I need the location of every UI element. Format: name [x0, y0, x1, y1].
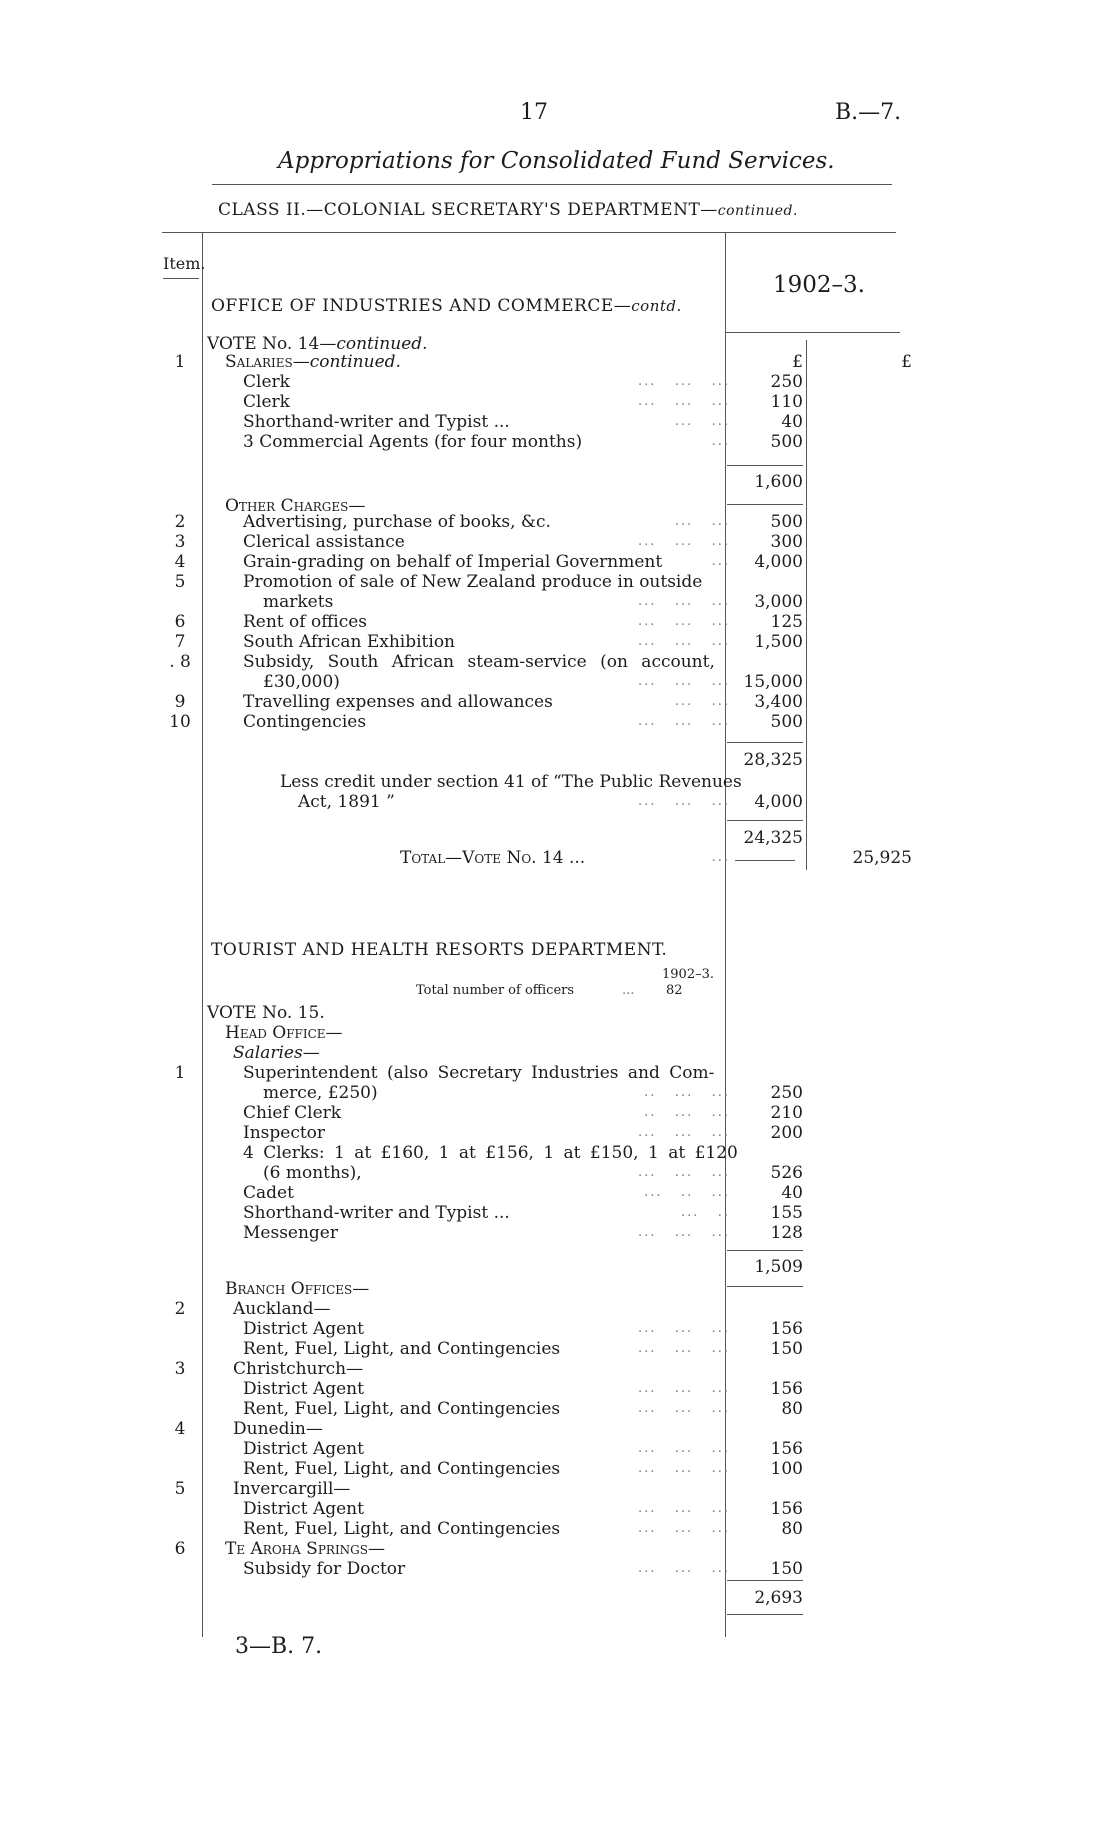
table-row — [0, 572, 1114, 592]
leader-dots: ... ... ... — [638, 374, 730, 389]
row-amount: 1,500 — [754, 632, 803, 652]
leader-dots: ... .. — [680, 1205, 730, 1220]
row-label: merce, £250) — [263, 1083, 378, 1103]
less-credit-amount: 4,000 — [754, 792, 803, 812]
less-credit-label-2: Act, 1891 ” — [298, 792, 395, 812]
table-row — [0, 1439, 1114, 1459]
salaries-heading-label: Salaries— — [225, 352, 310, 372]
table-row — [0, 712, 1114, 732]
leader-dots: ... ... ... — [638, 614, 730, 629]
class-heading-cont: continued. — [717, 203, 798, 219]
leader-dots: ... ... ... — [638, 714, 730, 729]
branch-offices-heading-row — [0, 1279, 1114, 1299]
item-number: 2 — [174, 1299, 186, 1319]
row-label: Te Aroha Springs— — [225, 1539, 385, 1559]
row-label: District Agent — [243, 1319, 364, 1339]
row-label: Rent, Fuel, Light, and Contingencies — [243, 1519, 561, 1539]
section-heading-industries-cont: contd. — [631, 297, 682, 315]
row-label: Advertising, purchase of books, &c. — [243, 512, 551, 532]
row-amount: 156 — [770, 1319, 803, 1339]
vote-14-cont: continued. — [336, 334, 428, 354]
other-charges-heading: Other Charges— — [225, 496, 366, 516]
subtotal-rule — [727, 1250, 803, 1251]
row-amount: 3,400 — [754, 692, 803, 712]
row-amount: 100 — [770, 1459, 803, 1479]
row-label: 4 Clerks: 1 at £160, 1 at £156, 1 at £150, 1 at £120 — [243, 1143, 738, 1163]
row-label: markets — [263, 592, 334, 612]
table-row — [0, 612, 1114, 632]
class-heading-main: CLASS II.—COLONIAL SECRETARY'S DEPARTMENT— — [218, 200, 718, 220]
salaries-heading-cont: continued. — [309, 352, 401, 372]
leader-dots: ... ... ... — [638, 1441, 730, 1456]
row-amount: 156 — [770, 1499, 803, 1519]
other-subtotal: 28,325 — [743, 750, 803, 770]
officers-count: 82 — [666, 983, 683, 998]
table-row — [0, 1459, 1114, 1479]
vote-14-total-amount: 25,925 — [852, 848, 912, 868]
table-row — [0, 1103, 1114, 1123]
row-amount: 156 — [770, 1379, 803, 1399]
table-row — [0, 1539, 1114, 1559]
row-amount: 500 — [770, 512, 803, 532]
vote-14-heading — [207, 334, 428, 354]
table-row — [0, 1299, 1114, 1319]
row-label: Clerical assistance — [243, 532, 405, 552]
row-amount: 250 — [770, 372, 803, 392]
row-label: Contingencies — [243, 712, 367, 732]
leader-dots: ... ... ... — [638, 1225, 730, 1240]
row-label: South African Exhibition — [243, 632, 456, 652]
item-number: 5 — [174, 572, 186, 592]
leader-dots: ... ... ... — [638, 1401, 730, 1416]
vote-15-heading: VOTE No. 15. — [207, 1003, 325, 1023]
table-row — [0, 1479, 1114, 1499]
leader-dots: ... ... ... — [638, 1321, 730, 1336]
item-number: 7 — [174, 632, 186, 652]
net-row — [0, 828, 1114, 848]
table-row — [0, 1399, 1114, 1419]
item-number: 6 — [174, 612, 186, 632]
currency-symbol-total: £ — [901, 352, 912, 372]
salaries-heading-row — [0, 352, 1114, 372]
row-amount: 150 — [770, 1339, 803, 1359]
row-amount: 200 — [770, 1123, 803, 1143]
head-office-subtotal-row — [0, 1257, 1114, 1277]
leader-dots: .. ... ... — [644, 1085, 730, 1100]
row-label: Promotion of sale of New Zealand produce in outside — [243, 572, 703, 592]
item-number: 2 — [174, 512, 186, 532]
row-amount: 526 — [770, 1163, 803, 1183]
other-subtotal-row — [0, 750, 1114, 770]
row-label: District Agent — [243, 1439, 364, 1459]
table-row — [0, 592, 1114, 612]
leader-dots: .. ... ... — [644, 1105, 730, 1120]
row-label: Grain-grading on behalf of Imperial Government — [243, 552, 663, 572]
head-office-subtotal: 1,509 — [754, 1257, 803, 1277]
row-label: Clerk — [243, 372, 290, 392]
row-label: Dunedin— — [233, 1419, 323, 1439]
total-rule — [735, 860, 795, 861]
row-amount: 3,000 — [754, 592, 803, 612]
net-rule — [727, 820, 803, 821]
row-amount: 4,000 — [754, 552, 803, 572]
row-label: Cadet — [243, 1183, 294, 1203]
leader-dots: ... ... — [674, 414, 730, 429]
leader-dots: ... ... ... — [638, 1341, 730, 1356]
table-row — [0, 632, 1114, 652]
branch-subtotal: 2,693 — [754, 1588, 803, 1608]
item-number: 4 — [174, 552, 186, 572]
leader-dots: ... — [711, 554, 730, 569]
row-amount: 80 — [781, 1519, 803, 1539]
branch-offices-heading: Branch Offices— — [225, 1279, 370, 1299]
officers-year: 1902–3. — [662, 967, 714, 982]
table-row — [0, 1123, 1114, 1143]
vote-14-total-label: Total—Vote No. 14 ... — [400, 848, 586, 868]
leader-dots: ... — [711, 434, 730, 449]
leader-dots: ... ... — [674, 514, 730, 529]
table-row — [0, 672, 1114, 692]
table-row — [0, 432, 1114, 452]
table-row — [0, 1319, 1114, 1339]
leader-dots: ... ... ... — [638, 594, 730, 609]
row-label: £30,000) — [263, 672, 340, 692]
table-row — [0, 1499, 1114, 1519]
leader-dots: ... — [622, 983, 635, 998]
row-amount: 110 — [770, 392, 803, 412]
row-label: Rent of offices — [243, 612, 368, 632]
row-amount: 128 — [770, 1223, 803, 1243]
leader-dots: ... ... ... — [638, 1381, 730, 1396]
table-row — [0, 1183, 1114, 1203]
table-row — [0, 552, 1114, 572]
leader-dots: ... ... — [674, 694, 730, 709]
row-label: Superintendent (also Secretary Industries and Com- — [243, 1063, 715, 1083]
table-row — [0, 392, 1114, 412]
vote-14-label: VOTE No. 14— — [207, 334, 337, 354]
table-row — [0, 1203, 1114, 1223]
row-amount: 250 — [770, 1083, 803, 1103]
item-number: 10 — [169, 712, 191, 732]
table-row — [0, 692, 1114, 712]
item-number: 3 — [174, 532, 186, 552]
row-label: Subsidy for Doctor — [243, 1559, 406, 1579]
row-label: Christchurch— — [233, 1359, 364, 1379]
table-row — [0, 372, 1114, 392]
row-amount: 15,000 — [743, 672, 803, 692]
item-number: 1 — [174, 352, 186, 372]
table-row — [0, 512, 1114, 532]
row-label: Chief Clerk — [243, 1103, 342, 1123]
table-row — [0, 412, 1114, 432]
row-amount: 210 — [770, 1103, 803, 1123]
leader-dots: ... ... ... — [638, 394, 730, 409]
row-label: (6 months), — [263, 1163, 362, 1183]
table-row — [0, 1559, 1114, 1579]
leader-dots: ... ... ... — [638, 1165, 730, 1180]
salaries-subtotal: 1,600 — [754, 472, 803, 492]
leader-dots: ... ... ... — [638, 1501, 730, 1516]
row-amount: 155 — [770, 1203, 803, 1223]
item-column-header: Item. — [163, 254, 206, 273]
row-label: District Agent — [243, 1499, 364, 1519]
subtotal-rule — [727, 1580, 803, 1581]
leader-dots: ... ... ... — [638, 634, 730, 649]
row-amount: 150 — [770, 1559, 803, 1579]
less-credit-label: Less credit under section 41 of “The Public Revenues — [280, 772, 742, 792]
row-amount: 156 — [770, 1439, 803, 1459]
other-charges-rule — [727, 504, 803, 505]
table-top-rule — [162, 232, 896, 233]
branch-subtotal-row — [0, 1588, 1114, 1608]
leader-dots: ... ... ... — [638, 1461, 730, 1476]
leader-dots: ... ... ... — [638, 794, 730, 809]
subtotal-rule — [727, 465, 803, 466]
item-number: 9 — [174, 692, 186, 712]
row-amount: 125 — [770, 612, 803, 632]
document-reference: B.—7. — [835, 100, 902, 125]
branch-rule — [727, 1286, 803, 1287]
page-number: 17 — [520, 100, 548, 125]
item-number: 5 — [174, 1479, 186, 1499]
section-heading-industries-main: OFFICE OF INDUSTRIES AND COMMERCE— — [211, 296, 632, 316]
row-label: Rent, Fuel, Light, and Contingencies — [243, 1399, 561, 1419]
year-column-header: 1902–3. — [773, 272, 865, 298]
row-label: Auckland— — [233, 1299, 331, 1319]
subtotal-rule — [727, 742, 803, 743]
title-rule — [212, 184, 892, 185]
net-amount: 24,325 — [743, 828, 803, 848]
item-number: 4 — [174, 1419, 186, 1439]
vote-14-total-row — [0, 848, 1114, 868]
table-row — [0, 1163, 1114, 1183]
item-number: 6 — [174, 1539, 186, 1559]
leader-dots: ... ... ... — [638, 1521, 730, 1536]
salaries-subtotal-row — [0, 472, 1114, 492]
table-row — [0, 1143, 1114, 1163]
table-row — [0, 1223, 1114, 1243]
currency-symbol: £ — [792, 352, 803, 372]
row-amount: 500 — [770, 712, 803, 732]
salaries-subheading: Salaries— — [233, 1043, 320, 1063]
section-heading-tourist: TOURIST AND HEALTH RESORTS DEPARTMENT. — [211, 940, 668, 960]
row-amount: 80 — [781, 1399, 803, 1419]
salaries-heading — [225, 352, 401, 372]
leader-dots: ... ... ... — [638, 1125, 730, 1140]
leader-dots: ... ... ... — [638, 1561, 730, 1576]
leader-dots: ... ... ... — [638, 674, 730, 689]
item-number: 3 — [174, 1359, 186, 1379]
bottom-rule — [727, 1614, 803, 1615]
table-row — [0, 652, 1114, 672]
row-label: Rent, Fuel, Light, and Contingencies — [243, 1339, 561, 1359]
less-credit-row — [0, 772, 1114, 792]
year-header-rule — [725, 332, 900, 333]
row-amount: 40 — [781, 1183, 803, 1203]
footer-signature: 3—B. 7. — [235, 1634, 323, 1659]
table-row — [0, 1519, 1114, 1539]
item-number: 1 — [174, 1063, 186, 1083]
table-row — [0, 1379, 1114, 1399]
less-credit-row-2 — [0, 792, 1114, 812]
section-heading-industries — [211, 296, 682, 316]
row-amount: 300 — [770, 532, 803, 552]
row-label: 3 Commercial Agents (for four months) — [243, 432, 583, 452]
row-label: Shorthand-writer and Typist ... — [243, 412, 510, 432]
row-label: Inspector — [243, 1123, 326, 1143]
table-row — [0, 1359, 1114, 1379]
table-row — [0, 1063, 1114, 1083]
row-label: Invercargill— — [233, 1479, 351, 1499]
officers-label: Total number of officers — [416, 983, 575, 998]
table-row — [0, 1339, 1114, 1359]
table-row — [0, 1419, 1114, 1439]
row-label: District Agent — [243, 1379, 364, 1399]
class-heading — [218, 200, 798, 220]
row-label: Shorthand-writer and Typist ... — [243, 1203, 510, 1223]
row-amount: 40 — [781, 412, 803, 432]
page-title: Appropriations for Consolidated Fund Services. — [278, 148, 835, 174]
row-label: Subsidy, South African steam-service (on account, — [243, 652, 715, 672]
item-header-rule — [163, 278, 199, 279]
table-row — [0, 1083, 1114, 1103]
row-label: Clerk — [243, 392, 290, 412]
leader-dots: ... .. ... — [644, 1185, 730, 1200]
row-label: Travelling expenses and allowances — [243, 692, 553, 712]
row-label: Rent, Fuel, Light, and Contingencies — [243, 1459, 561, 1479]
row-label: Messenger — [243, 1223, 338, 1243]
table-row — [0, 532, 1114, 552]
leader-dots: ... — [711, 850, 730, 865]
row-amount: 500 — [770, 432, 803, 452]
item-number: . 8 — [169, 652, 191, 672]
head-office-heading: Head Office— — [225, 1023, 343, 1043]
leader-dots: ... ... ... — [638, 534, 730, 549]
